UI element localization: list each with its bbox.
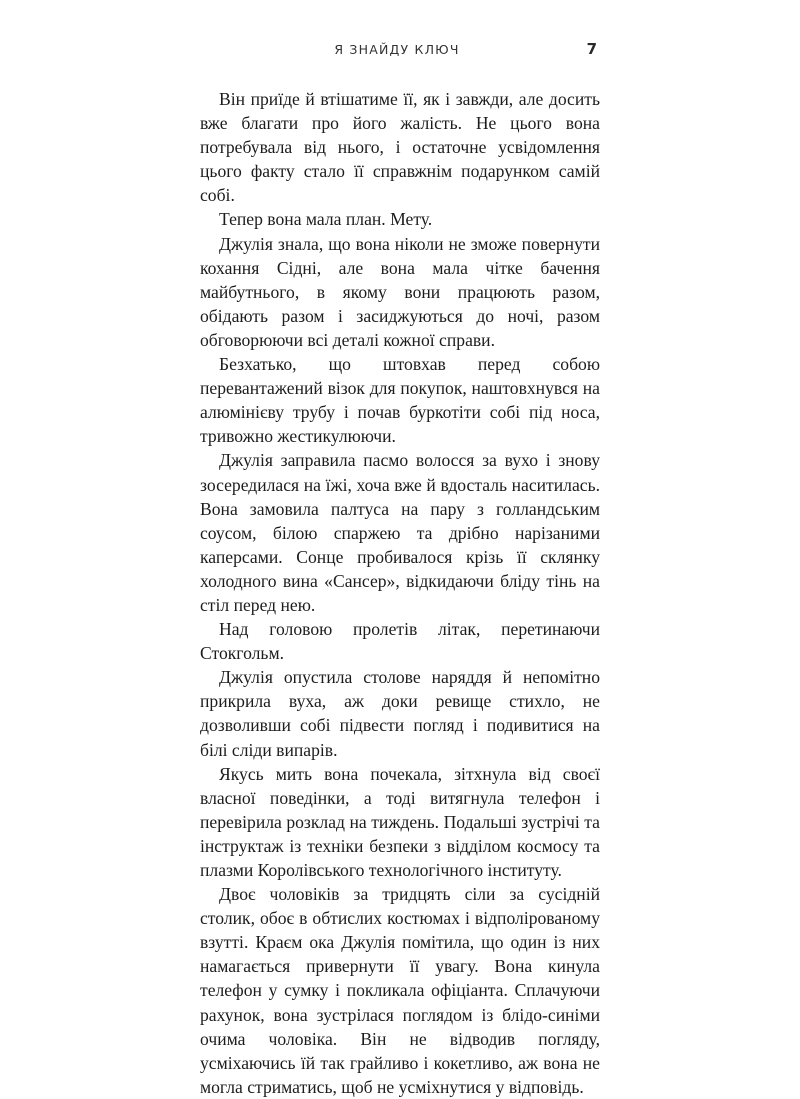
text-body [200,87,600,1099]
paragraph: Він приїде й втішатиме її, як і завжди, але досить вже благати про його жалість. Не цього вона потребувала від нього, і остаточне усвідомлення цього факту стало її справжнім подарунком самій собі. [200,89,600,206]
running-header [200,40,600,60]
paragraph: Безхатько, що штовхав перед собою перевантажений візок для покупок, наштовхнувся на алюмінієву трубу і почав буркотіти собі під носа, тривожно жестикулюючи. [200,354,600,447]
paragraph: Якусь мить вона почекала, зітхнула від своєї власної поведінки, а тоді витягнула телефон і перевірила розклад на тиждень. Подальші зустрічі та інструктаж із техніки безпеки з відділом космосу та плазми Королівського технологічного інституту. [200,763,600,880]
paragraph: Джулія опустила столове наряддя й непомітно прикрила вуха, аж доки ревище стихло, не дозволивши собі підвести погляд і подивитися на білі сліди випарів. [200,667,600,760]
paragraph: Двоє чоловіків за тридцять сіли за сусідній столик, обоє в обтислих костюмах і відполірованому взутті. Краєм ока Джулія помітила, що один із них намагається привернути її увагу. Вона кинула телефон у сумку і покликала офіціанта. Сплачуючи рахунок, вона зустрілася поглядом із блідо-синіми очима чоловіка. Він не відводив погляду, усміхаючись їй так грайливо і кокетливо, аж вона не могла стриматись, щоб не усміхнутися у відповідь. [200,884,600,1097]
paragraph: Джулія заправила пасмо волосся за вухо і знову зосередилася на їжі, хоча вже й вдосталь наситилась. Вона замовила палтуса на пару з голландським соусом, білою спаржею та дрібно нарізаними каперсами. Сонце пробивалося крізь її склянку холодного вина «Сансер», відкидаючи бліду тінь на стіл перед нею. [200,450,600,615]
running-title: Я ЗНАЙДУ КЛЮЧ [334,42,460,57]
page-number: 7 [586,40,597,58]
paragraph: Тепер вона мала план. Мету. [219,209,433,230]
paragraph: Джулія знала, що вона ніколи не зможе повернути кохання Сідні, але вона мала чітке бачення майбутнього, в якому вони працюють разом, обідають разом і засиджуються до ночі, разом обговорюючи всі деталі кожної справи. [200,233,600,350]
paragraph: Над головою пролетів літак, перетинаючи Стокгольм. [200,619,600,664]
